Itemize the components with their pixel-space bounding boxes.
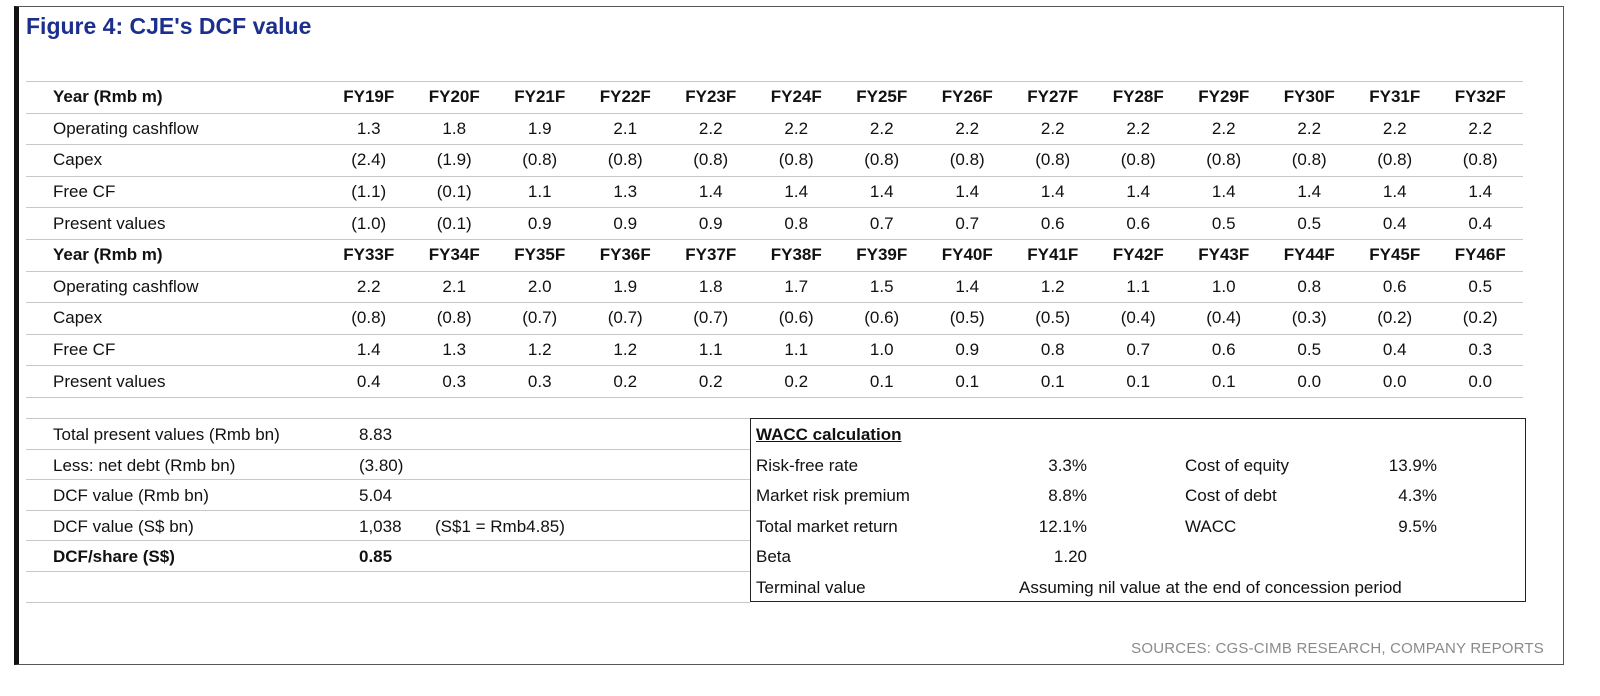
year-header-cell: FY46F bbox=[1438, 239, 1524, 271]
table-cell: 0.5 bbox=[1181, 208, 1267, 240]
table-cell: (0.8) bbox=[1438, 145, 1524, 177]
table-cell: (0.8) bbox=[839, 145, 925, 177]
summary-row bbox=[26, 419, 750, 450]
table-cell: 2.2 bbox=[668, 113, 754, 145]
table-cell: (0.8) bbox=[583, 145, 669, 177]
table-cell: 0.9 bbox=[925, 334, 1011, 366]
table-cell: 1.1 bbox=[668, 334, 754, 366]
table-cell: 1.1 bbox=[1096, 271, 1182, 303]
table-cell: 0.6 bbox=[1096, 208, 1182, 240]
year-header-cell: FY29F bbox=[1181, 82, 1267, 114]
wacc-label-2: Cost of equity bbox=[1185, 455, 1289, 475]
table-cell: (0.1) bbox=[412, 208, 498, 240]
table-cell: 0.8 bbox=[1010, 334, 1096, 366]
header-label: Year (Rmb m) bbox=[26, 239, 326, 271]
wacc-value: 3.3% bbox=[1048, 455, 1087, 475]
table-cell: (0.5) bbox=[1010, 303, 1096, 335]
wacc-value-2: 9.5% bbox=[1398, 516, 1437, 536]
row-label: Operating cashflow bbox=[26, 113, 326, 145]
table-row bbox=[26, 334, 1523, 366]
wacc-label: Risk-free rate bbox=[756, 455, 859, 475]
table-cell: (0.7) bbox=[668, 303, 754, 335]
year-header-cell: FY45F bbox=[1352, 239, 1438, 271]
dcf-projection-table bbox=[26, 81, 1523, 398]
table-cell: 1.4 bbox=[1010, 176, 1096, 208]
table-cell: 0.0 bbox=[1267, 366, 1353, 398]
table-cell: 1.4 bbox=[668, 176, 754, 208]
table-cell: 0.1 bbox=[1010, 366, 1096, 398]
year-header-cell: FY35F bbox=[497, 239, 583, 271]
table-cell: 1.0 bbox=[1181, 271, 1267, 303]
table-cell: 1.2 bbox=[497, 334, 583, 366]
table-row bbox=[26, 271, 1523, 303]
table-cell: 0.1 bbox=[839, 366, 925, 398]
year-header-cell: FY27F bbox=[1010, 82, 1096, 114]
table-cell: 0.9 bbox=[668, 208, 754, 240]
table-row bbox=[26, 208, 1523, 240]
wacc-label: Market risk premium bbox=[756, 486, 910, 506]
table-cell: (0.8) bbox=[668, 145, 754, 177]
table-cell: 0.2 bbox=[583, 366, 669, 398]
sources-note: SOURCES: CGS-CIMB RESEARCH, COMPANY REPORTS bbox=[1131, 640, 1544, 657]
table-cell: 1.8 bbox=[412, 113, 498, 145]
summary-row bbox=[26, 480, 750, 511]
table-cell: 0.9 bbox=[497, 208, 583, 240]
table-cell: 2.2 bbox=[1096, 113, 1182, 145]
table-cell: 2.1 bbox=[583, 113, 669, 145]
table-cell: 0.4 bbox=[1352, 208, 1438, 240]
wacc-title: WACC calculation bbox=[756, 425, 902, 444]
table-row bbox=[26, 145, 1523, 177]
table-cell: 0.1 bbox=[925, 366, 1011, 398]
table-cell: 0.3 bbox=[412, 366, 498, 398]
year-header-cell: FY31F bbox=[1352, 82, 1438, 114]
table-cell: 0.4 bbox=[1352, 334, 1438, 366]
table-cell: 0.3 bbox=[497, 366, 583, 398]
table-cell: 0.5 bbox=[1267, 334, 1353, 366]
year-header-row bbox=[26, 239, 1523, 271]
table-cell: 1.4 bbox=[1438, 176, 1524, 208]
year-header-cell: FY42F bbox=[1096, 239, 1182, 271]
table-cell: 2.0 bbox=[497, 271, 583, 303]
table-cell: 0.1 bbox=[1096, 366, 1182, 398]
table-cell: 2.2 bbox=[326, 271, 412, 303]
summary-value: (3.80) bbox=[359, 455, 404, 475]
table-cell: 2.1 bbox=[412, 271, 498, 303]
table-cell: 0.2 bbox=[754, 366, 840, 398]
table-cell: 1.4 bbox=[1181, 176, 1267, 208]
year-header-cell: FY20F bbox=[412, 82, 498, 114]
table-cell: 0.8 bbox=[1267, 271, 1353, 303]
table-cell: 0.7 bbox=[1096, 334, 1182, 366]
summary-value: 5.04 bbox=[359, 486, 393, 506]
year-header-cell: FY34F bbox=[412, 239, 498, 271]
summary-row bbox=[26, 511, 750, 542]
year-header-cell: FY36F bbox=[583, 239, 669, 271]
summary-value: 8.83 bbox=[359, 425, 393, 444]
table-cell: (0.2) bbox=[1352, 303, 1438, 335]
summary-label: DCF value (Rmb bn) bbox=[53, 486, 209, 506]
wacc-label-2: Cost of debt bbox=[1185, 486, 1277, 506]
dcf-summary bbox=[26, 418, 750, 603]
table-cell: (0.1) bbox=[412, 176, 498, 208]
table-cell: 1.2 bbox=[1010, 271, 1096, 303]
table-cell: (0.8) bbox=[412, 303, 498, 335]
table-row bbox=[26, 176, 1523, 208]
table-cell: 1.4 bbox=[1096, 176, 1182, 208]
year-header-cell: FY41F bbox=[1010, 239, 1096, 271]
table-cell: 1.4 bbox=[1267, 176, 1353, 208]
table-cell: (0.8) bbox=[1010, 145, 1096, 177]
year-header-cell: FY30F bbox=[1267, 82, 1353, 114]
summary-label: DCF/share (S$) bbox=[53, 547, 175, 567]
table-cell: (0.2) bbox=[1438, 303, 1524, 335]
terminal-value-text: Assuming nil value at the end of concession period bbox=[1019, 577, 1402, 597]
year-header-cell: FY22F bbox=[583, 82, 669, 114]
table-cell: 0.1 bbox=[1181, 366, 1267, 398]
table-cell: 0.7 bbox=[925, 208, 1011, 240]
year-header-cell: FY28F bbox=[1096, 82, 1182, 114]
table-cell: (0.7) bbox=[497, 303, 583, 335]
table-cell: 1.4 bbox=[1352, 176, 1438, 208]
table-cell: 1.4 bbox=[326, 334, 412, 366]
row-label: Operating cashflow bbox=[26, 271, 326, 303]
table-cell: (0.8) bbox=[1181, 145, 1267, 177]
wacc-label: Beta bbox=[756, 547, 791, 567]
table-cell: 2.2 bbox=[925, 113, 1011, 145]
table-cell: 1.4 bbox=[925, 176, 1011, 208]
table-cell: (2.4) bbox=[326, 145, 412, 177]
year-header-cell: FY21F bbox=[497, 82, 583, 114]
table-cell: 0.5 bbox=[1267, 208, 1353, 240]
table-cell: 1.9 bbox=[583, 271, 669, 303]
table-cell: 1.8 bbox=[668, 271, 754, 303]
table-cell: 2.2 bbox=[1181, 113, 1267, 145]
table-cell: 1.4 bbox=[839, 176, 925, 208]
table-cell: 1.1 bbox=[497, 176, 583, 208]
wacc-row bbox=[751, 480, 1525, 511]
summary-row bbox=[26, 541, 750, 572]
table-cell: 1.4 bbox=[754, 176, 840, 208]
year-header-cell: FY33F bbox=[326, 239, 412, 271]
table-cell: (1.1) bbox=[326, 176, 412, 208]
table-cell: 1.3 bbox=[326, 113, 412, 145]
table-cell: 1.4 bbox=[925, 271, 1011, 303]
table-cell: (0.8) bbox=[1267, 145, 1353, 177]
wacc-label: Total market return bbox=[756, 516, 898, 536]
wacc-value-2: 13.9% bbox=[1388, 455, 1437, 475]
table-cell: (0.4) bbox=[1096, 303, 1182, 335]
table-cell: (0.8) bbox=[497, 145, 583, 177]
summary-label: Total present values (Rmb bn) bbox=[53, 425, 280, 444]
table-cell: (0.6) bbox=[839, 303, 925, 335]
year-header-cell: FY38F bbox=[754, 239, 840, 271]
table-cell: 1.0 bbox=[839, 334, 925, 366]
table-cell: (0.8) bbox=[1096, 145, 1182, 177]
table-cell: 0.8 bbox=[754, 208, 840, 240]
row-label: Capex bbox=[26, 303, 326, 335]
table-cell: 1.2 bbox=[583, 334, 669, 366]
table-cell: (1.0) bbox=[326, 208, 412, 240]
row-label: Free CF bbox=[26, 176, 326, 208]
row-label: Capex bbox=[26, 145, 326, 177]
wacc-value: 8.8% bbox=[1048, 486, 1087, 506]
year-header-cell: FY44F bbox=[1267, 239, 1353, 271]
table-cell: 0.2 bbox=[668, 366, 754, 398]
year-header-cell: FY24F bbox=[754, 82, 840, 114]
wacc-row bbox=[751, 511, 1525, 542]
row-label: Free CF bbox=[26, 334, 326, 366]
table-cell: 0.6 bbox=[1010, 208, 1096, 240]
wacc-terminal-row bbox=[751, 572, 1525, 603]
table-cell: 2.2 bbox=[1352, 113, 1438, 145]
table-cell: (0.8) bbox=[754, 145, 840, 177]
table-cell: 1.9 bbox=[497, 113, 583, 145]
table-row bbox=[26, 366, 1523, 398]
table-cell: 1.1 bbox=[754, 334, 840, 366]
table-cell: (0.8) bbox=[925, 145, 1011, 177]
wacc-row bbox=[751, 541, 1525, 572]
year-header-row bbox=[26, 82, 1523, 114]
row-label: Present values bbox=[26, 366, 326, 398]
table-cell: 1.3 bbox=[583, 176, 669, 208]
table-cell: 1.3 bbox=[412, 334, 498, 366]
year-header-cell: FY26F bbox=[925, 82, 1011, 114]
wacc-value-2: 4.3% bbox=[1398, 486, 1437, 506]
year-header-cell: FY19F bbox=[326, 82, 412, 114]
table-cell: 2.2 bbox=[1010, 113, 1096, 145]
table-cell: 0.4 bbox=[1438, 208, 1524, 240]
year-header-cell: FY43F bbox=[1181, 239, 1267, 271]
table-cell: (0.8) bbox=[1352, 145, 1438, 177]
table-cell: (0.5) bbox=[925, 303, 1011, 335]
header-label: Year (Rmb m) bbox=[26, 82, 326, 114]
table-cell: 0.7 bbox=[839, 208, 925, 240]
year-header-cell: FY25F bbox=[839, 82, 925, 114]
figure-title: Figure 4: CJE's DCF value bbox=[26, 13, 312, 39]
table-cell: 0.3 bbox=[1438, 334, 1524, 366]
summary-label: Less: net debt (Rmb bn) bbox=[53, 455, 236, 475]
table-cell: 2.2 bbox=[839, 113, 925, 145]
summary-row bbox=[26, 450, 750, 481]
table-cell: (0.6) bbox=[754, 303, 840, 335]
year-header-cell: FY32F bbox=[1438, 82, 1524, 114]
summary-value: 1,038 bbox=[359, 516, 402, 536]
table-cell: 1.7 bbox=[754, 271, 840, 303]
table-cell: (0.3) bbox=[1267, 303, 1353, 335]
summary-label: DCF value (S$ bn) bbox=[53, 516, 194, 536]
row-label: Present values bbox=[26, 208, 326, 240]
wacc-label-2: WACC bbox=[1185, 516, 1237, 536]
table-cell: 0.9 bbox=[583, 208, 669, 240]
table-cell: 1.5 bbox=[839, 271, 925, 303]
table-row bbox=[26, 113, 1523, 145]
terminal-value-label: Terminal value bbox=[756, 577, 866, 597]
table-cell: 2.2 bbox=[1267, 113, 1353, 145]
wacc-row bbox=[751, 450, 1525, 481]
table-cell: (0.7) bbox=[583, 303, 669, 335]
table-row bbox=[26, 303, 1523, 335]
table-cell: 0.6 bbox=[1181, 334, 1267, 366]
year-header-cell: FY39F bbox=[839, 239, 925, 271]
table-cell: 0.5 bbox=[1438, 271, 1524, 303]
year-header-cell: FY40F bbox=[925, 239, 1011, 271]
table-cell: 0.6 bbox=[1352, 271, 1438, 303]
wacc-title-row bbox=[751, 419, 1525, 450]
table-cell: (0.8) bbox=[326, 303, 412, 335]
summary-value: 0.85 bbox=[359, 547, 393, 567]
wacc-value: 1.20 bbox=[1053, 547, 1087, 567]
year-header-cell: FY23F bbox=[668, 82, 754, 114]
year-header-cell: FY37F bbox=[668, 239, 754, 271]
wacc-value: 12.1% bbox=[1038, 516, 1087, 536]
table-cell: (1.9) bbox=[412, 145, 498, 177]
table-cell: 2.2 bbox=[754, 113, 840, 145]
table-cell: 2.2 bbox=[1438, 113, 1524, 145]
summary-row bbox=[26, 572, 750, 603]
table-cell: 0.0 bbox=[1352, 366, 1438, 398]
table-cell: 0.4 bbox=[326, 366, 412, 398]
table-cell: (0.4) bbox=[1181, 303, 1267, 335]
exchange-rate-note: (S$1 = Rmb4.85) bbox=[435, 516, 565, 536]
table-cell: 0.0 bbox=[1438, 366, 1524, 398]
wacc-box bbox=[750, 418, 1526, 602]
